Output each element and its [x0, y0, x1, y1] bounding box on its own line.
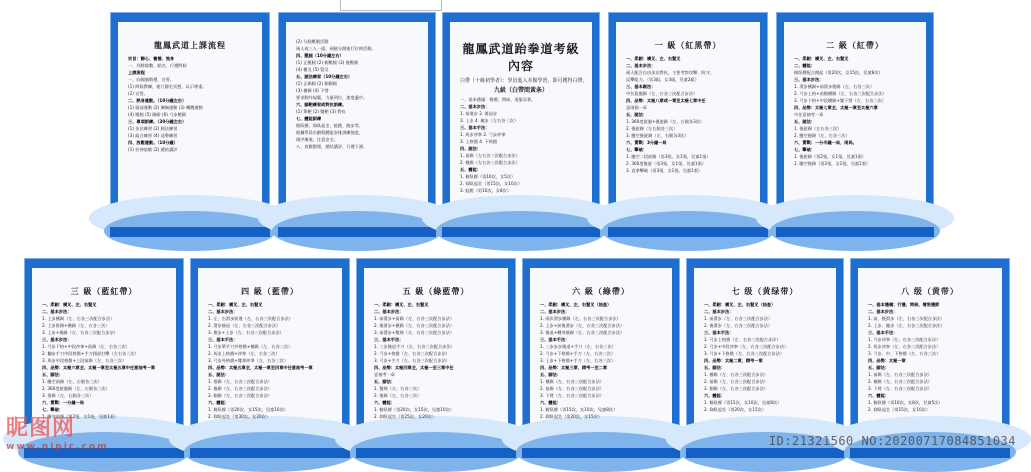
content-line: 3. 後退+轉身後踢（左、右各三次配合步法） — [540, 330, 625, 335]
poster-panel — [24, 258, 184, 458]
panel-bottom-edge — [278, 227, 436, 237]
section-heading: 二、基本步法： — [374, 309, 404, 314]
poster-content — [540, 276, 662, 419]
poster-title: 四 級（藍帶） — [241, 286, 299, 296]
poster-sheet — [198, 268, 342, 446]
content-line: 1. 馬步沖拳 2. 弓步沖拳 — [460, 132, 506, 137]
section-heading: 七、擊破： — [626, 147, 647, 152]
section-heading: 二、基本步法： — [868, 309, 898, 314]
section-heading: 六、實戰：一分半鐘一局，兩局。 — [794, 140, 857, 145]
content-line: 1. 後旋踢（男2張，女1張，兒童1張） — [794, 154, 866, 159]
content-line: (4) 壓腿 (5) 踢腿 (6) 弓步壓腿 — [128, 112, 186, 117]
poster-title: 一 級（紅黑帶） — [654, 40, 722, 50]
content-line: 一、列隊報數、點名、行禮問候 — [128, 63, 187, 68]
poster-sheet — [286, 22, 428, 225]
content-line: 意抽考一章 — [374, 372, 395, 377]
poster-title: 五 級（綠藍帶） — [402, 286, 470, 296]
section-heading: 三、基本踢法： — [626, 84, 656, 89]
content-line: 俯臥撐配合跳起（男20次，女15次，兒童8次） — [794, 70, 883, 75]
section-heading: 三、基本手法： — [460, 125, 490, 130]
section-heading: 四、壓腿（10分鐘左右） — [296, 53, 344, 58]
content-line: 2. 後踢（左、右各三次） — [374, 393, 422, 398]
content-line: 2. 上步、撤步（左、右各三次配合步法） — [868, 323, 945, 328]
content-line: 2. 騰空後踢（男2張，女1張，兒童1張） — [794, 161, 871, 166]
content-line: 2. 後滑步+橫踢（左、右各三次配合步法） — [374, 323, 455, 328]
poster-sheet — [118, 22, 262, 225]
content-line: 3. 側踢（左、右各三次配合步法） — [208, 393, 272, 398]
content-line: 3. 下劈（左、右各三次配合步法） — [540, 393, 604, 398]
poster-lead: 白帶（十級初學者）：學員進入本館學習，即可獲得白帶。 — [460, 78, 588, 84]
content-line: 1. 三步後退手刀（左、右各三次配合步法） — [374, 344, 455, 349]
content-line: 1. 騰空前踢（左、右腿各三次） — [42, 379, 102, 384]
panel-bottom-edge — [776, 227, 934, 237]
content-line: 一、基本禮儀：敬禮、問候、道服穿著。 — [460, 97, 536, 102]
section-heading: 二、體能： — [794, 63, 815, 68]
content-line: 兩人或三人一組，兩腿分開進行拉伸活動。 — [296, 46, 376, 51]
section-heading: 二、基本步法： — [42, 309, 72, 314]
section-heading: 四、品勢：太極三章，精考一至二章 — [540, 365, 608, 370]
content-line: 八、放鬆整理，總結講評，行禮下課。 — [296, 144, 368, 149]
section-heading: 四、品勢：太極六章全，太極一章至太極五章中任意抽考一章 — [42, 365, 156, 370]
panel-bottom-edge — [110, 227, 270, 237]
content-line: 2. 滑步後退（左、右各三次配合步法） — [208, 323, 281, 328]
panel-bottom-edge — [522, 448, 680, 458]
poster-title: 二 級（紅帶） — [826, 40, 884, 50]
content-line: (3) 組合練習 (4) 品勢練習 — [128, 133, 178, 138]
content-line: 1. 三步步步後退+手刀（左、右各三次） — [540, 344, 616, 349]
section-heading: 五、腳法： — [42, 372, 63, 377]
poster-title: 八 级（黄带） — [901, 286, 959, 296]
section-heading: 六、體能： — [208, 400, 229, 405]
poster-content — [460, 30, 588, 193]
section-heading: 六、腳靶練習或對抗訓練。 — [296, 102, 347, 107]
content-line: 2. 仰臥起坐（男20次，女15次） — [540, 414, 603, 419]
content-line: 2. 橫踢（左、右各三次配合步法） — [868, 379, 932, 384]
section-heading: 一、柔韌：橫叉、左、右豎叉 — [42, 302, 97, 307]
poster-content — [128, 30, 252, 191]
section-heading: 一、柔韌：橫叉、左、右豎叉 — [374, 302, 429, 307]
content-line: 3. 推踢（左、右腿各三次） — [42, 393, 94, 398]
section-heading: 一、柔韌：橫叉、左、右豎叉 — [794, 56, 849, 61]
content-line: 2. 360度旋風踢（左、右腿各三次） — [42, 386, 110, 391]
content-line: 3. 上格擋 4. 下格擋 — [460, 139, 498, 144]
content-line: 2. 前踢（左、右各三次配合步法） — [540, 386, 604, 391]
section-heading: 五、腳法： — [868, 365, 889, 370]
content-line: 3. 上步 4. 撤步（左右各三次） — [460, 118, 519, 123]
poster-panel — [110, 12, 270, 237]
section-heading: 五、腳法： — [704, 365, 725, 370]
content-line: 3. 弓步+手刀（左、右各三次配合步法） — [374, 358, 450, 363]
content-line: 2. 弓步上格+前腿橫踢（左、右各三次配合步法） — [794, 91, 887, 96]
section-heading: 四、腿法： — [460, 146, 481, 151]
poster-content — [42, 276, 166, 419]
section-heading: 六、實戰：3分鐘一局 — [626, 140, 667, 145]
content-line: 1. 俯臥撐（男10次，女8次，兒童5次） — [868, 400, 943, 405]
poster-sheet — [450, 22, 592, 225]
panel-bottom-edge — [356, 448, 516, 458]
section-heading: 三、基本手法： — [208, 337, 238, 342]
section-heading: 一、柔韌：橫叉、左、右豎叉 — [208, 302, 263, 307]
content-line: 1. 弓步上格擋（左、右各三次配合步法） — [704, 337, 781, 342]
content-line: 要求動作規範，力量到位，速度適中。 — [296, 95, 368, 100]
content-line: (1) 頭部運動 (2) 擴胸運動 (3) 轉體運動 — [128, 105, 203, 110]
section-heading: 一、基本禮儀：行禮、問候、着裝禮節 — [868, 302, 940, 307]
content-line: 1. 騰空二段前踢（男3張，女1張，兒童1張） — [626, 154, 711, 159]
watermark-logo-text: 昵图网 — [6, 416, 76, 441]
content-line: (1) 正壓腿 (2) 側壓腿 (3) 後壓腿 — [296, 60, 359, 65]
content-line: 1. 前、後滑步（左、右各三次配合步法） — [868, 316, 945, 321]
content-line: 3. 馬步中段格擋+上段前踢（左、右各三次） — [42, 358, 127, 363]
section-heading: 一、柔韌：橫叉、左、右豎叉（抽查） — [540, 302, 612, 307]
poster-title: 六 級（綠帶） — [572, 286, 630, 296]
section-heading: 六、體能： — [374, 400, 395, 405]
content-line: 3. 弓步+下格擋（左、右各三次配合步法） — [704, 351, 785, 356]
poster-subtitle: 九級（白帶間黃条） — [493, 87, 548, 94]
content-line: 2. 仰臥起坐（男20次，女15次） — [704, 407, 767, 412]
content-line: 2. 360度後旋（男3張，女1張，兒童1張） — [626, 161, 706, 166]
content-line: (2) 分腿壓腿活動 — [296, 39, 329, 44]
content-line: 1. 橫踢（左、右各三次配合步法） — [540, 379, 604, 384]
top-paper-edge — [340, 0, 442, 11]
section-heading: 二、基本步法： — [460, 104, 490, 109]
content-line: 意兩個一章 — [626, 105, 647, 110]
content-line: (1) 單靶 (2) 雙靶 (3) 對抗 — [296, 109, 346, 114]
section-heading: 五、腿法： — [208, 372, 229, 377]
content-line: 2. 仰臥起坐（男25次，女20次） — [374, 414, 437, 419]
watermark-logo-url: www.nipic.com — [6, 442, 109, 452]
section-heading: 三、基本步法： — [794, 77, 824, 82]
content-line: 3. 直拳擊破（男3張，女1張，兒童1張） — [626, 168, 703, 173]
section-heading: 三、基本手法： — [374, 337, 404, 342]
content-line: 1. 前滑步（左、右各三次配合步法） — [704, 316, 773, 321]
content-line: 2. 攔步手刀中段格擋+手刀頸部打擊（左右各三次） — [42, 351, 139, 356]
panel-bottom-edge — [686, 448, 844, 458]
poster-content — [868, 276, 992, 412]
content-line: 3. 弓步、中、下格擋（左、右各三次） — [868, 351, 941, 356]
content-line: 3. 弓步外格擋+雙拳沖拳（左、右各三次） — [208, 358, 289, 363]
section-heading: 三、基本手法： — [540, 337, 570, 342]
content-line: 3. 換步+上步（左、右各三次配合步法） — [208, 330, 284, 335]
content-line: 2. 馬步沖拳（左、右各三次配合步法） — [868, 344, 941, 349]
section-heading: 四、品勢：太極七章全，太極一章至太極六章 — [794, 105, 878, 110]
content-line: 2. 後滑步（左、右各三次配合步法） — [704, 323, 773, 328]
content-line: 1. 俯臥撐（男15次，女10次，兒童8次） — [704, 400, 782, 405]
content-line: 1. 前踢（左、右各三次配合步法） — [868, 372, 932, 377]
content-line: (1) 步法練習 (2) 腿法練習 — [128, 126, 178, 131]
section-heading: 一、柔韌：橫叉、左、右豎叉 — [626, 56, 681, 61]
content-line: 3. 側踢（左、右各三次配合步法） — [704, 386, 768, 391]
content-line: (4) 橫叉 (5) 豎叉 — [296, 67, 329, 72]
content-line: (1) 正踢腿 (2) 側踢腿 — [296, 81, 337, 86]
poster-content — [374, 276, 498, 419]
content-line: 2. 橫踢（左右各三次配合步法） — [460, 160, 520, 165]
content-line: 2. 騰空後踢（左、右各三次） — [794, 133, 850, 138]
poster-title: 龍鳳武道跆拳道考級內容 — [462, 42, 580, 73]
content-line: 1. 橫踢（左、右各三次配合步法） — [704, 372, 768, 377]
poster-sheet — [364, 268, 508, 446]
content-line: 2. 前踢（左、右各三次配合步法） — [704, 379, 768, 384]
section-heading: 五、腳法： — [374, 379, 395, 384]
content-line: 俯臥撐、仰臥起坐、蛙跳、跑步等。 — [296, 123, 364, 128]
content-line: 1. 俯臥撐（男20次，女15次，兒童10次） — [374, 407, 454, 412]
content-line: (1) 問候教練，進行靜坐冥想，以示尊重。 — [128, 84, 207, 89]
section-heading: 三、專項訓練。（30分鐘左右） — [128, 119, 187, 124]
content-line: 中位旋風踢（左、右各三次配合步法） — [626, 91, 698, 96]
content-line: 3. 弓步下格+中段橫踢+雙下劈（左、右各三次） — [794, 98, 886, 103]
content-line: 1. 360度旋風+後旋踢（左、右腿各3次） — [626, 119, 705, 124]
poster-content — [208, 276, 332, 419]
section-heading: 四、品勢：太極一章 — [868, 358, 906, 363]
panel-bottom-edge — [608, 227, 768, 237]
content-line: 循序漸進，注意安全。 — [296, 137, 338, 142]
poster-content — [704, 276, 826, 412]
panel-bottom-edge — [190, 448, 350, 458]
section-heading: 五、腿法練習（10分鐘左右） — [296, 74, 353, 79]
content-line: 3. 上步+後踢（左、右各三次配合步法） — [42, 330, 118, 335]
section-heading: 三、基本手法： — [868, 330, 898, 335]
poster-panel — [278, 12, 436, 237]
content-line: 1. 雙飛（左、右各三次） — [374, 386, 422, 391]
content-line: 2. 弓步+下格擋+手刀（左、右各三次） — [540, 351, 616, 356]
section-heading: 二、基本步法： — [540, 309, 570, 314]
poster-title: 七 级（黄绿带） — [731, 286, 799, 296]
content-line: 3. 下劈（左、右各三次配合步法） — [868, 386, 932, 391]
content-line: 2. 後踢（左、右各三次配合步法） — [208, 386, 272, 391]
content-line: 2. 弓步+格擋（左、右各三次配合步法） — [374, 351, 450, 356]
content-line: 2. 馬步上格擋+沖拳（左、右各三次） — [208, 351, 280, 356]
content-line: 3. 前滑步+雙飛（左、右各三次配合步法） — [374, 330, 455, 335]
poster-title: 三 級（藍紅帶） — [70, 286, 138, 296]
poster-panel — [850, 258, 1010, 458]
content-line: 3. 騰空後旋踢（左、右腿各3次） — [626, 133, 689, 138]
section-heading: 七、擊破： — [42, 407, 63, 412]
poster-sheet — [784, 22, 926, 225]
content-line: 反擊能力。（男3組，女3組，兒童2組） — [626, 77, 699, 82]
content-line: 1. 兩次滑步橫踢（左、右各三次配合步法） — [540, 316, 621, 321]
poster-content — [626, 30, 750, 191]
poster-panel — [776, 12, 934, 237]
poster-sheet — [616, 22, 760, 225]
section-heading: 六、實戰：一分鐘一局 — [42, 400, 84, 405]
content-line: 1. 俯臥撐（男10次，女5次） — [460, 174, 516, 179]
content-line: 1. 上步橫踢（左、右各三次配合步法） — [42, 316, 115, 321]
poster-panel — [608, 12, 768, 237]
section-heading: 五、腿法： — [626, 112, 647, 117]
section-heading: 二、基本步法： — [626, 63, 656, 68]
content-line: 1. 騰空前踢（男2張，女1張，兒童1張） — [42, 414, 119, 419]
section-heading: 六、體能： — [704, 393, 725, 398]
section-heading: 二、基本步法： — [704, 309, 734, 314]
content-line: 2. 後旋踢（左右腿各三次） — [626, 126, 678, 131]
content-line: 3. 蛙跳（男10次，女8次） — [460, 188, 512, 193]
content-line: 1. 左、右滑步前進（左、右各三次配合步法） — [208, 316, 293, 321]
section-heading: 七、擊破： — [794, 147, 815, 152]
content-line: 2. 仰臥起坐（男30次，女20次） — [208, 414, 271, 419]
content-line: 1. 前踢（左右各三次配合步法） — [460, 153, 520, 158]
content-line: (2) 宣誓。 — [128, 91, 148, 96]
section-heading: 宗旨：靜心、養德、強身 — [128, 56, 175, 61]
section-heading: 一、柔韌：橫叉、左、右豎叉（抽查） — [704, 302, 776, 307]
content-line: 中任意抽考一章 — [794, 112, 824, 117]
section-heading: 四、品勢：太極八章或一章至太極七章中任 — [626, 98, 706, 103]
poster-panel — [190, 258, 350, 458]
section-heading: 四、品勢：太極二章，精考一章 — [704, 358, 763, 363]
section-heading: 五、腳法： — [540, 372, 561, 377]
watermark-id: ID:21321560 NO:20200717084851034 — [768, 434, 1016, 448]
content-line: 2. 仰臥起坐（男15次，女10次） — [868, 407, 931, 412]
panel-bottom-edge — [24, 448, 184, 458]
content-line: 1. 後旋踢（左右各三次） — [794, 126, 842, 131]
poster-content — [794, 30, 916, 191]
poster-sheet — [32, 268, 176, 446]
poster-sheet — [694, 268, 836, 446]
panel-bottom-edge — [442, 227, 600, 237]
content-line: 1. 弓步單手刀外格擋+橫踢（左、右各三次） — [208, 344, 293, 349]
section-heading: 二、基本步法： — [208, 309, 238, 314]
section-heading: 六、體能： — [868, 393, 889, 398]
content-line: 1. 俯臥撐（男20次，女15次，兒童10次） — [208, 407, 288, 412]
content-line: 2. 上步推踢+橫踢（左、右各三次） — [42, 323, 110, 328]
section-heading: 三、基本步法： — [42, 337, 72, 342]
content-line: 2. 弓步+中段沖拳（左、右各三次配合步法） — [704, 344, 789, 349]
content-line: 1. 弓步沖拳（左、右各三次配合步法） — [868, 337, 941, 342]
poster-title: 龍鳳武道上課流程 — [154, 40, 226, 50]
poster-panel — [522, 258, 680, 458]
section-heading: 七、體能訓練 — [296, 116, 322, 121]
poster-content — [296, 30, 418, 191]
poster-panel — [442, 12, 600, 237]
content-line: 2. 上步+前後滑步（左、右各三次配合步法） — [540, 323, 625, 328]
section-heading: 二、熱身運動。（10分鐘左右） — [128, 98, 187, 103]
content-line: 1. 前進步 2. 後退步 — [460, 111, 498, 116]
panel-bottom-edge — [850, 448, 1010, 458]
content-line: 根據學員年齡與體能安排訓練強度， — [296, 130, 364, 135]
content-line: 3. 上步+下格擋+手刀（左、右各三次） — [540, 358, 616, 363]
content-line: 1. 弓步下格+中段沖拳+前踢（左、右各三次） — [42, 344, 130, 349]
poster-panel — [356, 258, 516, 458]
content-line: 一、向國旗敬禮、宣誓。 — [128, 77, 175, 82]
section-heading: 上課流程 — [128, 70, 145, 75]
section-heading: 四、品勢：太極五章全，太極一章至四章中任意抽考一章 — [208, 365, 313, 370]
content-line: (3) 橫踢 (4) 下劈 — [296, 88, 329, 93]
content-line: (1) 拉伸放鬆 (2) 總結講評 — [128, 147, 178, 152]
content-line: 兩人配合自由步法對抗，主要考察攻擊、防守、 — [626, 70, 714, 75]
section-heading: 六、體能： — [540, 400, 561, 405]
content-line: 2. 仰臥起坐（男15次，女10次） — [460, 181, 523, 186]
content-line: 1. 俯臥撐（男15次，女10次，兒童8次） — [540, 407, 618, 412]
section-heading: 三、基本手法： — [704, 330, 734, 335]
section-heading: 四、品勢：太極四章全，太極一至三章中任 — [374, 365, 454, 370]
section-heading: 五、體能： — [460, 167, 481, 172]
poster-sheet — [858, 268, 1002, 446]
section-heading: 四、放鬆運動。（10分鐘） — [128, 140, 178, 145]
content-line: 1. 推踢（左、右各三次配合步法） — [208, 379, 272, 384]
section-heading: 五、腿法： — [794, 119, 815, 124]
poster-panel — [686, 258, 844, 458]
content-line: 1. 前滑步+前踢（左、右各三次配合步法） — [374, 316, 455, 321]
poster-sheet — [530, 268, 672, 446]
content-line: 1. 滑步橫踢+前滑步後踢（左、右各三次） — [794, 84, 875, 89]
